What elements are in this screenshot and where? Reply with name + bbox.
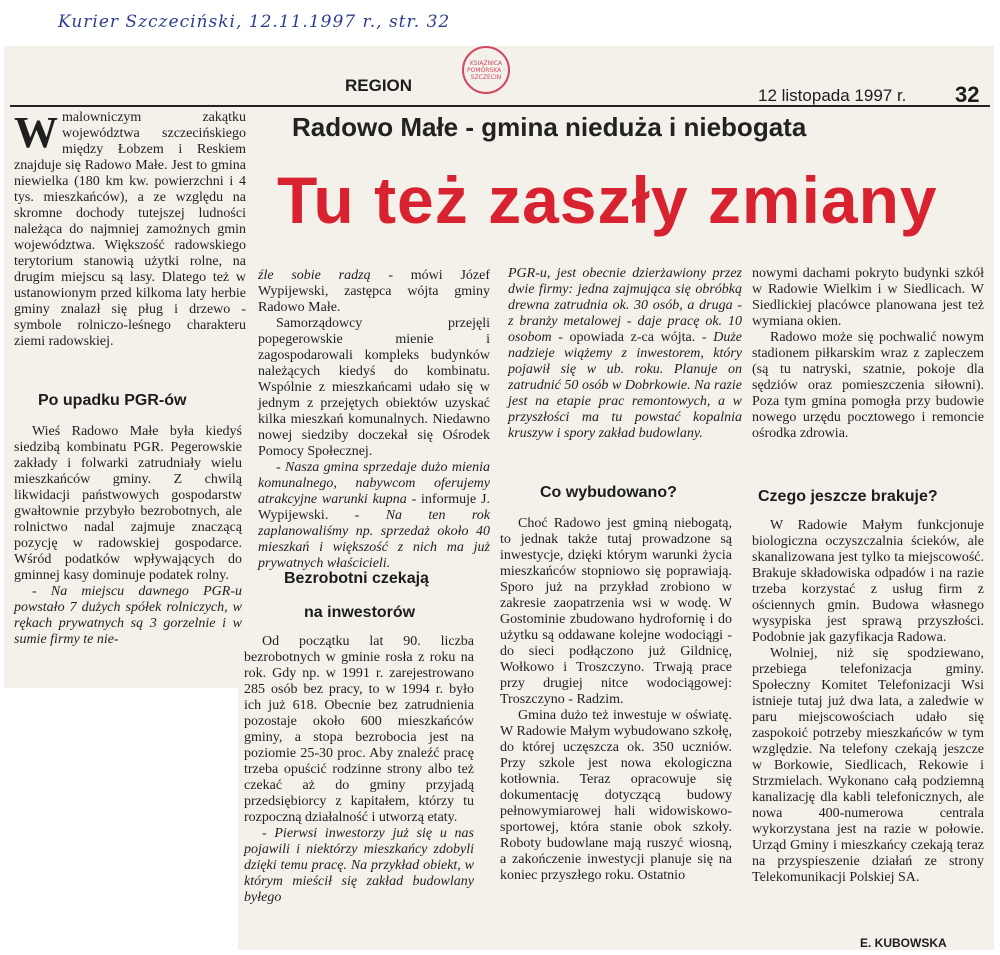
article-lead: malowniczym zakątku województwa szczecińskiego między Łobzem i Reskiem znajduje się Radowo Małe. Jest to gmina niewielka (180 km kw. powierzchni i 4 tys. mieszkańców), a ze względu na skromne dochody tutejszej ludności należąca do najmniej zamożnych gmin województwa. Większość radowskiego terytorium stanowią użytki rolne, na drugim miejscu są lasy. Dlatego też w ustanowionym przed kilkoma laty herbie gminy znalazł się pług i drzewo - symbole rolniczo-leśnego charakteru ziemi radowskiej. — [14, 110, 246, 349]
column-3 — [508, 266, 742, 442]
subhead-co-wybudowano: Co wybudowano? — [540, 484, 677, 501]
attribution: - informuje J. Wypijewski. — [258, 492, 490, 523]
subhead-na-inwestorow: na inwestorów — [304, 604, 416, 621]
column-2-body — [244, 634, 474, 906]
paragraph: Od początku lat 90. liczba bezrobotnych w gminie rosła z roku na rok. Gdy np. w 1991 r. zarejestrowano 285 osób bez pracy, to w 1994 r. było ich już 618. Obecnie bez zatrudnienia pozostaje około 600 mieszkańców gminy, a stopa bezrobocia jest na poziomie 25-30 proc. Aby znaleźć pracę trzeba opuścić rodzinne strony albo też czekać aż do gminy przyjadą przedsiębiorcy z kapitałem, którzy tu rozpoczną działalność i utworzą etaty. — [244, 634, 474, 825]
paragraph: nowymi dachami pokryto budynki szkół w Radowie Wielkim i w Siedlicach. W Siedlickiej placówce planowana jest też wymiana okien. — [752, 266, 984, 329]
page-number: 32 — [955, 82, 980, 107]
paragraph: Wolniej, niż się spodziewano, przebiega telefonizacja gminy. Społeczny Komitet Telefonizacji Wsi istnieje tutaj już dwa lata, a zaledwie w paru miejscowościach udało się zaspokoić potrzeby mieszkańców w tym względzie. Na telefony czekają jeszcze w Borkowie, Siedlicach, Rekowie i Strzmielach. Wykonano całą podziemną kanalizację dla kabli telefonicznych, ale nowa 400-numerowa centrala wykorzystana jest na razie w połowie. Urząd Gminy i mieszkańcy czekają teraz na przyspieszenie działań ze strony Telekomunikacji Polskiej SA. — [752, 646, 984, 885]
clipping-cutout — [0, 688, 238, 955]
paragraph: Radowo może się pochwalić nowym stadionem piłkarskim wraz z zapleczem (są tu natryski, szatnie, pokoje dla sędziów oraz pomieszczenia siłowni). Poza tym gmina pomogła przy budowie nowego urzędu pocztowego i remoncie ośrodka zdrowia. — [752, 330, 984, 441]
column-2 — [258, 268, 490, 572]
author-byline: E. KUBOWSKA — [860, 936, 947, 950]
attribution: - mówi Józef Wypijewski, zastępca wójta gminy Radowo Małe. — [258, 268, 490, 315]
library-stamp — [462, 46, 510, 94]
column-1 — [14, 110, 246, 350]
paragraph: Samorządowcy przejęli popegerowskie mienie i zagospodarowali kompleks budynków należących kiedyś do kombinatu. Wspólnie z mieszkańcami udało się w jednym z przejętych obiektów uzyskać kilka mieszkań komunalnych. Niedawno nowej siedziby doczekał się Ośrodek Pomocy Społecznej. — [258, 316, 490, 459]
header-rule — [10, 105, 990, 107]
drop-cap: W — [14, 108, 58, 157]
quote-fragment: - Na ten rok zaplanowaliśmy np. sprzedaż około 40 mieszkań i większość z nich ma już prywatnych właścicieli. — [258, 508, 490, 571]
stamp-text: KSIĄŻNICA POMORSKA · SZCZECIN — [467, 59, 505, 81]
subhead-czego-brakuje: Czego jeszcze brakuje? — [758, 488, 938, 505]
quote-fragment: źle sobie radzą — [258, 268, 371, 283]
quote-paragraph: - Pierwsi inwestorzy już się u nas pojawili i niektórzy mieszkańcy zdobyli dzięki temu pracę. Na przykład obiekt, w którym mieścił się zakład budowlany byłego — [244, 826, 474, 905]
paragraph: Wieś Radowo Małe była kiedyś siedzibą kombinatu PGR. Pegerowskie zakłady i folwarki zatrudniały wielu mieszkańców gminy. Z chwilą likwidacji państwowych gospodarstw gwałtownie przybyło bezrobotnych, ale rolnictwo nadal zajmuje znaczącą pozycję w radowskiej gospodarce. Wśród podatków wpływających do gminnej kasy dominuje podatek rolny. — [14, 424, 242, 583]
attribution: - opowiada z-ca wójta. — [551, 330, 702, 345]
column-4 — [752, 266, 984, 442]
paragraph: Gmina dużo też inwestuje w oświatę. W Radowie Małym wybudowano szkołę, do której uczęszcza ok. 350 uczniów. Przy szkole jest nowa ekologiczna kotłownia. Teraz opracowuje się dokumentację dotyczącą budowy pełnowymiarowej hali widowiskowo-sportowej, która stanie obok szkoły. Roboty budowlane mają ruszyć wiosną, a zakończenie inwestycji planuje się na koniec przyszłego roku. Ostatnio — [500, 708, 732, 883]
subhead-bezrobotni: Bezrobotni czekają — [284, 570, 429, 587]
column-4-body — [752, 518, 984, 886]
quote-paragraph: - Na miejscu dawnego PGR-u powstało 7 dużych spółek rolniczych, w rękach prywatnych są 3 gorzelnie i w sumie firmy te nie- — [14, 584, 242, 647]
column-1-body — [14, 424, 242, 648]
subhead-po-upadku: Po upadku PGR-ów — [38, 392, 187, 409]
column-3-body — [500, 516, 732, 884]
quote-fragment: PGR-u, jest obecnie dzierżawiony przez dwie firmy: jedna zajmująca się obróbką drewna zatrudnia ok. 30 osób, a druga - z branży metalowej - daje pracę ok. 10 osobom — [508, 266, 742, 345]
paragraph: Choć Radowo jest gminą niebogatą, to jednak także tutaj prowadzone są inwestycje, dzięki którym warunki życia mieszkańców stopniowo się poprawiają. Sporo już na przykład zrobiono w zakresie zaopatrzenia wsi w wodę. W Gostominie zbudowano hydrofornię i do użytku są oddawane kolejne wodociągi - do sieci podłączono już Gildnicę, Wołkowo i Troszczyno. Trwają prace przy drugiej nitce wodociągowej: Troszczyno - Radzim. — [500, 516, 732, 707]
quote-fragment: - Duże nadzieje wiążemy z inwestorem, który pojawił się w ub. roku. Planuje on zatrudnić 50 osób w Dobrkowie. Na razie jest na etapie prac remontowych, a w przyszłości ma tu powstać kopalnia kruszyw i spory zakład budowlany. — [508, 330, 743, 441]
section-title: REGION — [345, 76, 413, 95]
paragraph: W Radowie Małym funkcjonuje biologiczna oczyszczalnia ścieków, ale skanalizowana jest tylko ta miejscowość. Brakuje składowiska odpadów i na razie trzeba korzystać z usług firm z ościennych gmin. Budowa własnego wysypiska jest sprawą przyszłości. Podobnie jak gazyfikacja Radowa. — [752, 518, 984, 645]
handwritten-annotation: Kurier Szczeciński, 12.11.1997 r., str. 32 — [58, 12, 451, 32]
article-kicker: Radowo Małe - gmina nieduża i niebogata — [292, 112, 807, 142]
article-headline: Tu też zaszły zmiany — [277, 163, 938, 237]
quote-fragment: - Nasza gmina sprzedaje dużo mienia komunalnego, nabywcom oferujemy atrakcyjne warunki kupna — [258, 460, 490, 507]
issue-date: 12 listopada 1997 r. — [758, 86, 907, 105]
